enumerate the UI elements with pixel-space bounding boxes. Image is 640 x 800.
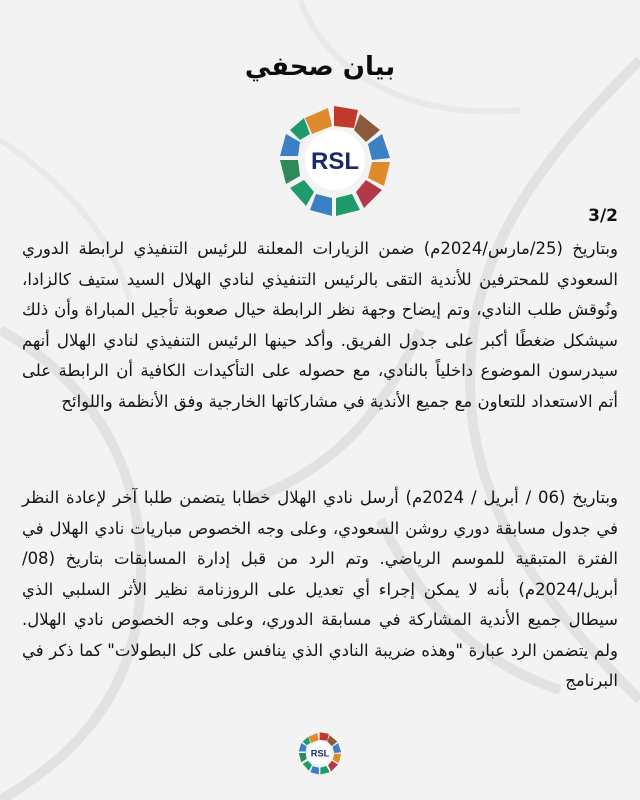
paragraph-1: وبتاريخ (25/مارس/2024م) ضمن الزيارات المعلنة للرئيس التنفيذي لرابطة الدوري السعودي للمحترفين للأندية التقى بالرئيس التنفيذي لنادي الهلال السيد ستيف كالزادا، ونُوقش طلب النادي، وتم إيضاح وجهة نظر الرابطة حيال صعوبة تأجيل المباراة وأن ذلك سيشكل ضغطًا أكبر على جدول الفريق. وأكد حينها الرئيس التنفيذي لنادي الهلال أنهم سيدرسون الموضوع داخلياً بالنادي، مع حصوله على التأكيدات الكافية أن الرابطة على أتم الاستعداد للتعاون مع جميع الأندية في مشاركاتها الخارجية وفق الأنظمة واللوائح bbox=[22, 239, 618, 411]
logo-text-small: RSL bbox=[310, 748, 330, 759]
logo-text: RSL bbox=[311, 148, 359, 175]
paragraph-2: وبتاريخ (06 / أبريل / 2024م) أرسل نادي الهلال خطابا يتضمن طلبا آخر لإعادة النظر في جدول مسابقة دوري روشن السعودي، وعلى وجه الخصوص مباريات نادي الهلال في الفترة المتبقية للموسم الرياضي. وتم الرد من قبل إدارة المسابقات بتاريخ (08/أبريل/2024م) بأنه لا يمكن إجراء أي تعديل على الروزنامة نظير الأثر السلبي الذي سيطال جميع الأندية المشاركة في مسابقة الدوري، وعلى وجه الخصوص نادي الهلال. ولم يتضمن الرد عبارة "وهذه ضريبة النادي الذي ينافس على كل البطولات" كما ذكر في البرنامج bbox=[22, 488, 618, 690]
rsl-logo bbox=[270, 100, 400, 220]
page-title: بيان صحفي bbox=[244, 52, 396, 82]
page-number: 3/2 bbox=[588, 206, 618, 226]
rsl-logo-small bbox=[295, 728, 345, 778]
